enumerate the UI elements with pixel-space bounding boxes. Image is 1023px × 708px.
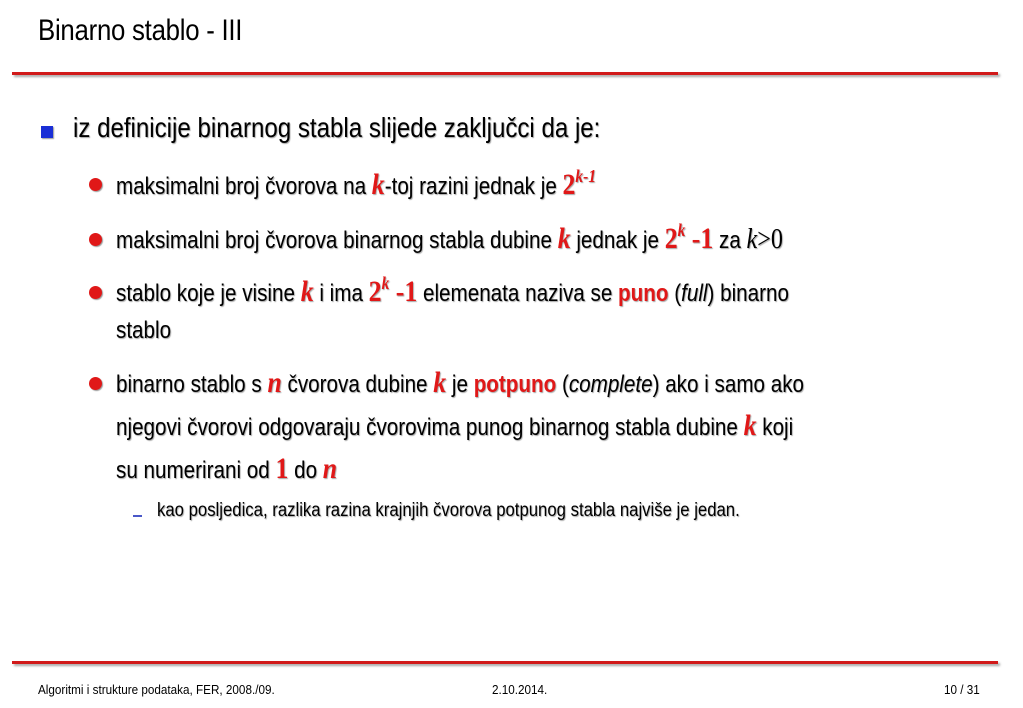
bullet-full-tree <box>116 275 789 309</box>
bullet-3-var-k: k <box>300 275 314 308</box>
bullet-3-exponent: k <box>381 273 390 293</box>
bullet-3-minus-one: -1 <box>389 275 418 308</box>
bullet-max-nodes-level <box>116 168 596 202</box>
bullet-3-text-c: elemenata naziva se <box>417 280 619 307</box>
bullet-4-line-2-text-b: koji <box>756 414 794 441</box>
bullet-4-line-3-text-b: do <box>288 457 323 484</box>
dot-bullet-icon <box>89 178 102 191</box>
bullet-1-text-a: maksimalni broj čvorova na <box>116 173 372 200</box>
bullet-2-exponent: k <box>677 220 686 240</box>
bullet-max-nodes-depth <box>116 222 783 256</box>
bullet-1-text-b: -toj razini jednak je <box>384 173 563 200</box>
footer-page-number: 10 / 31 <box>944 682 980 697</box>
square-bullet-icon <box>41 126 53 138</box>
dot-bullet-icon <box>89 286 102 299</box>
bullet-3-text-a: stablo koje je visine <box>116 280 301 307</box>
bullet-4-text-b: čvorova dubine <box>281 371 434 398</box>
bullet-3-paren-open: ( <box>668 280 682 307</box>
term-potpuno: potpuno <box>473 371 557 398</box>
bullet-1-var-k: k <box>371 168 385 201</box>
bullet-4-line-2-text-a: njegovi čvorovi odgovaraju čvorovima punog binarnog stabla dubine <box>116 414 744 441</box>
bullet-3-base: 2 <box>368 275 382 308</box>
footer-course: Algoritmi i strukture podataka, FER, 2008./09. <box>38 682 275 697</box>
bullet-4-line-3-var-n: n <box>322 452 338 485</box>
bullet-4-line-2-var-k: k <box>743 409 757 442</box>
bullet-1-exponent: k-1 <box>575 166 597 186</box>
bullet-complete-tree-line-2 <box>116 409 793 443</box>
dot-bullet-icon <box>89 233 102 246</box>
bullet-3-text-d: ) binarno <box>707 280 789 307</box>
bullet-4-text-a: binarno stablo s <box>116 371 268 398</box>
bullet-2-minus-one: -1 <box>685 222 714 255</box>
main-bullet-text: iz definicije binarnog stabla slijede zaključci da je: <box>73 112 601 143</box>
bullet-2-var-k-condition: k <box>746 224 758 255</box>
bullet-2-text-c: za <box>713 227 747 254</box>
bullet-full-tree-line-2: stablo <box>116 317 172 344</box>
bullet-4-line-3-num: 1 <box>275 452 289 485</box>
bullet-complete-tree-line-3 <box>116 452 337 486</box>
term-full-english: full <box>681 280 708 307</box>
bullet-2-base: 2 <box>664 222 678 255</box>
footer-divider <box>12 661 998 664</box>
bullet-1-formula <box>563 168 597 201</box>
bullet-2-text-a: maksimalni broj čvorova binarnog stabla dubine <box>116 227 558 254</box>
bullet-4-line-3-text-a: su numerirani od <box>116 457 276 484</box>
term-puno: puno <box>618 280 669 307</box>
slide-title: Binarno stablo - III <box>38 14 243 47</box>
bullet-3-formula <box>369 275 418 308</box>
bullet-2-condition: >0 <box>757 224 783 255</box>
sub-bullet-text: kao posljedica, razlika razina krajnjih čvorova potpunog stabla najviše je jedan. <box>157 500 740 521</box>
bullet-2-text-b: jednak je <box>570 227 665 254</box>
bullet-2-formula <box>665 222 714 255</box>
bullet-4-text-d: ) ako i samo ako <box>652 371 805 398</box>
bullet-2-var-k: k <box>557 222 571 255</box>
dot-bullet-icon <box>89 377 102 390</box>
bullet-4-var-k: k <box>433 366 447 399</box>
bullet-4-text-c: je <box>446 371 474 398</box>
footer-date: 2.10.2014. <box>492 682 548 697</box>
term-complete-english: complete <box>568 371 653 398</box>
bullet-1-base: 2 <box>562 168 576 201</box>
bullet-4-var-n: n <box>267 366 282 399</box>
bullet-3-text-b: i ima <box>313 280 369 307</box>
bullet-4-paren-open: ( <box>556 371 569 398</box>
bullet-complete-tree <box>116 366 804 400</box>
dash-bullet-icon <box>133 515 142 517</box>
